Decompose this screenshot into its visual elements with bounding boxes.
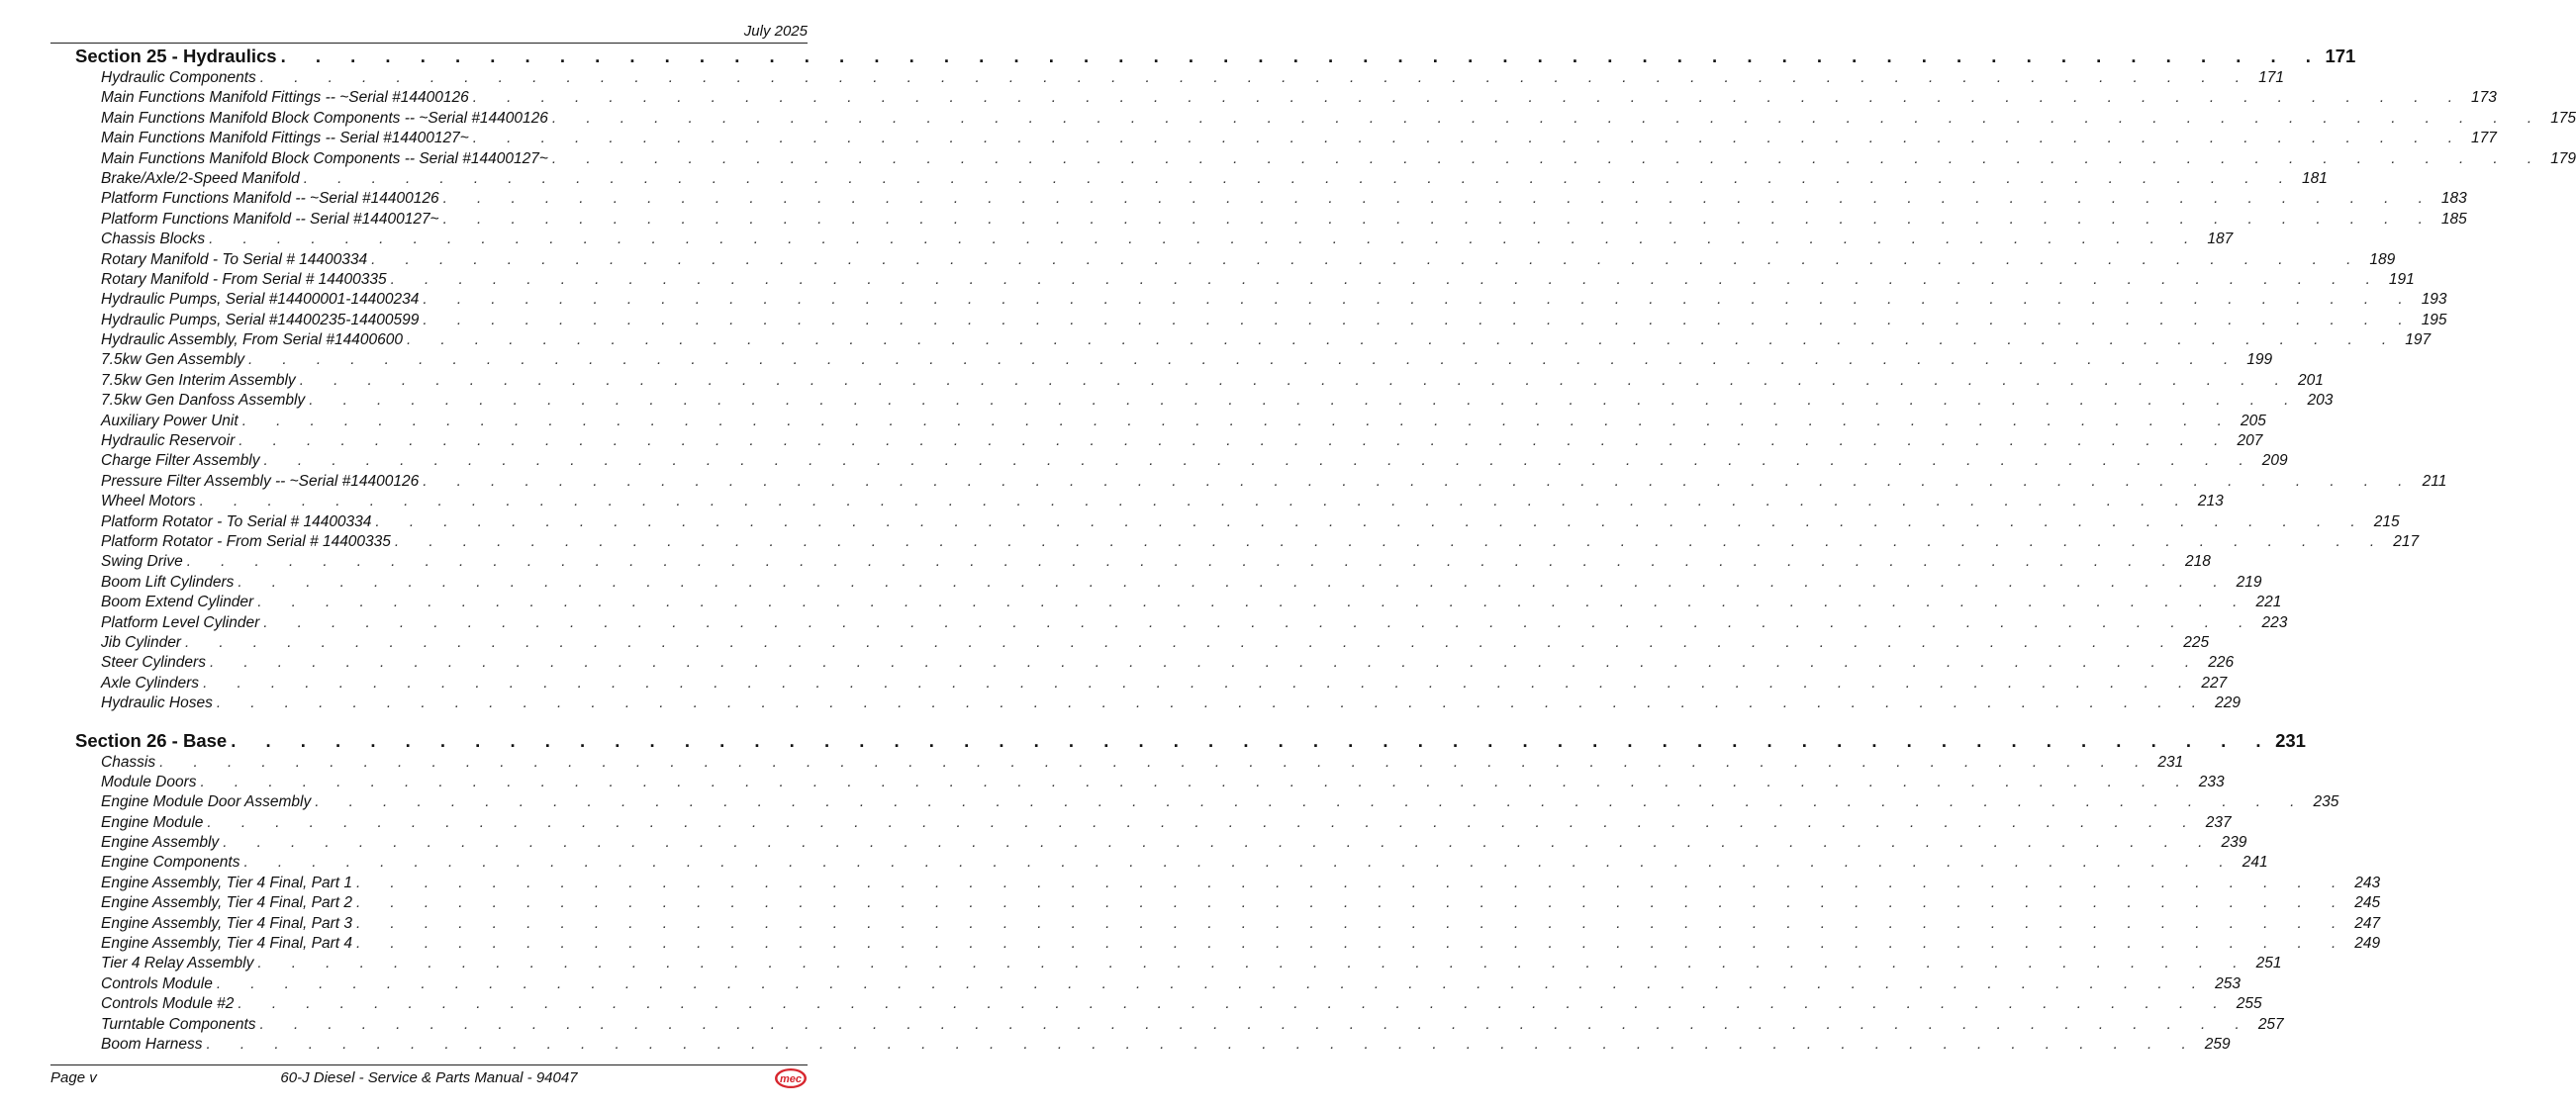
section-title: Section 26 - Base — [75, 729, 228, 751]
dot-leader: . . . . . . . . . . . . . . . . . . . . . . . . . . . . . . . . . . . . . . . . . . . . . . . . . . . . . . . . . . . — [356, 894, 2349, 912]
entry-title: Brake/Axle/2-Speed Manifold — [101, 169, 300, 187]
dot-leader: . . . . . . . . . . . . . . . . . . . . . . . . . . . . . . . . . . . . . . . . . . . . . . . . . . . . . . . . . . . — [186, 553, 2179, 571]
entry-title: Hydraulic Pumps, Serial #14400001-14400234 — [101, 291, 420, 309]
entry-page-number: 225 — [2183, 633, 2210, 651]
entry-title: Pressure Filter Assembly -- ~Serial #14400126 — [101, 472, 420, 490]
entry-page-number: 218 — [2184, 553, 2211, 571]
dot-leader: . . . . . . . . . . . . . . . . . . . . . . . . . . . . . . . . . . . . . . . . . . . . . . . . . . . . . . . . . . . — [375, 512, 2368, 530]
entry-title: 7.5kw Gen Interim Assembly — [101, 371, 296, 389]
dot-leader: . . . . . . . . . . . . . . . . . . . . . . . . . . . . . . . . . . . . . . . . . . . . . . . . . . . . . . . . . . . — [238, 573, 2231, 591]
toc-entry[interactable] — [75, 753, 2184, 774]
dot-leader: . . . . . . . . . . . . . . . . . . . . . . . . . . . . . . . . . . . . . . . . . . . . . . . . . . . . . . . . . . . — [423, 311, 2416, 328]
toc-entry[interactable] — [75, 674, 2228, 694]
entry-title: Module Doors — [101, 773, 197, 790]
entry-page-number: 185 — [2440, 210, 2467, 228]
entry-page-number: 235 — [2313, 793, 2339, 811]
toc-entry[interactable] — [75, 1015, 2284, 1036]
entry-page-number: 195 — [2421, 311, 2447, 328]
entry-page-number: 187 — [2207, 231, 2234, 248]
dot-leader: . . . . . . . . . . . . . . . . . . . . . . . . . . . . . . . . . . . . . . . . . . . . . . . . . . . . . . . . . . . — [303, 169, 2296, 187]
entry-page-number: 223 — [2261, 613, 2288, 631]
toc-entry[interactable] — [75, 532, 2420, 553]
entry-page-number: 213 — [2197, 493, 2224, 510]
dot-leader: . . . . . . . . . . . . . . . . . . . . . . . . . . . . . . . . . . . . . . . . . . . . . . . . . . . . . . . . . . . — [203, 674, 2196, 692]
mec-logo-icon — [774, 1067, 808, 1089]
entry-page-number: 215 — [2373, 512, 2400, 530]
toc-entry[interactable] — [75, 694, 2242, 714]
toc-entry[interactable] — [75, 149, 2576, 170]
dot-leader: . . . . . . . . . . . . . . . . . . . . . . . . . . . . . . . . . . . . . . . . . . . . . . . . . . . . . . . . . . . — [390, 270, 2383, 288]
entry-title: Engine Assembly — [101, 834, 220, 852]
entry-title: Hydraulic Hoses — [101, 694, 213, 712]
entry-title: Hydraulic Reservoir — [101, 432, 236, 450]
entry-page-number: 229 — [2215, 694, 2242, 712]
entry-page-number: 227 — [2201, 674, 2228, 692]
dot-leader: . . . . . . . . . . . . . . . . . . . . . . . . . . . . . . . . . . . . . . . . . . . . . . . . . . . . . . . . . . . — [184, 633, 2178, 651]
toc-entry[interactable] — [75, 89, 2497, 109]
dot-leader: . . . . . . . . . . . . . . . . . . . . . . . . . . . . . . . . . . . . . . . . . . . . . . . . . . . . . . . . . . . — [207, 813, 2200, 831]
toc-entry[interactable] — [75, 270, 2415, 291]
dot-leader: . . . . . . . . . . . . . . . . . . . . . . . . . . . . . . . . . . . . . . . . . . . . . . . . . . . . . . . . . . . — [472, 89, 2465, 107]
entry-page-number: 171 — [2258, 69, 2284, 86]
entry-page-number: 259 — [2204, 1035, 2231, 1053]
toc-entry[interactable] — [75, 291, 2447, 311]
entry-title: Main Functions Manifold Block Components -- Serial #14400127~ — [101, 149, 548, 167]
dot-leader: . . . . . . . . . . . . . . . . . . . . . . . . . . . . . . . . . . . . . . . . . . . . . . . . . . . . . . . . . . . — [259, 1015, 2252, 1033]
toc-entry[interactable] — [75, 633, 2210, 654]
entry-title: Wheel Motors — [101, 493, 196, 510]
dot-leader: . . . . . . . . . . . . . . . . . . . . . . . . . . . . . . . . . . . . . . . . . . . . . . . . . . . . . . . . . . . — [243, 854, 2237, 872]
entry-title: Platform Rotator - From Serial # 14400335 — [101, 532, 391, 550]
toc-entry[interactable] — [75, 874, 2381, 894]
entry-page-number: 245 — [2354, 894, 2381, 912]
entry-title: Platform Functions Manifold -- Serial #14400127~ — [101, 210, 439, 228]
dot-leader: . . . . . . . . . . . . . . . . . . . . . . . . . . . . . . . . . . . . . . . . . . . . . . . . . . . . . . . . . . . — [442, 190, 2435, 208]
toc-entry[interactable] — [75, 773, 2225, 793]
dot-leader: . . . . . . . . . . . . . . . . . . . . . . . . . . . . . . . . . . . . . . . . . . . . . . . . . . . . . . . . . . . — [216, 974, 2210, 992]
toc-entry[interactable] — [75, 412, 2266, 432]
entry-title: Tier 4 Relay Assembly — [101, 955, 254, 972]
entry-page-number: 239 — [2221, 834, 2247, 852]
entry-page-number: 243 — [2354, 874, 2381, 891]
dot-leader: . . . . . . . . . . . . . . . . . . . . . . . . . . . . . . . . . . . . . . . . . . . . . . . . . . . . . . . . . . . — [309, 392, 2302, 410]
entry-title: Hydraulic Pumps, Serial #14400235-14400599 — [101, 311, 420, 328]
entry-title: Engine Assembly, Tier 4 Final, Part 2 — [101, 894, 352, 912]
dot-leader: . . . . . . . . . . . . . . . . . . . . . . . . . . . . . . . . . . . . . . . . . . . . . . . . . . . . . . . . . . . — [280, 46, 2324, 66]
entry-title: Auxiliary Power Unit — [101, 412, 239, 429]
dot-leader: . . . . . . . . . . . . . . . . . . . . . . . . . . . . . . . . . . . . . . . . . . . . . . . . . . . . . . . . . . . — [259, 69, 2252, 86]
toc-entry[interactable] — [75, 392, 2334, 412]
entry-title: Rotary Manifold - To Serial # 14400334 — [101, 250, 368, 268]
toc-entry[interactable] — [75, 894, 2381, 914]
footer-document-title: 60-J Diesel - Service & Parts Manual - 94047 — [280, 1069, 578, 1086]
entry-page-number: 201 — [2297, 371, 2324, 389]
table-of-contents — [75, 46, 2576, 1056]
toc-entry[interactable] — [75, 793, 2339, 813]
dot-leader: . . . . . . . . . . . . . . . . . . . . . . . . . . . . . . . . . . . . . . . . . . . . . . . . . . . . . . . . . . . — [159, 753, 2152, 771]
entry-title: Engine Assembly, Tier 4 Final, Part 1 — [101, 874, 352, 891]
toc-entry[interactable] — [75, 452, 2288, 472]
entry-title: Chassis — [101, 753, 156, 771]
entry-title: Platform Functions Manifold -- ~Serial #14400126 — [101, 190, 439, 208]
toc-entry[interactable] — [75, 250, 2396, 271]
section-title: Section 25 - Hydraulics — [75, 46, 277, 66]
entry-title: 7.5kw Gen Assembly — [101, 351, 245, 369]
entry-page-number: 175 — [2550, 109, 2576, 127]
entry-page-number: 179 — [2550, 149, 2576, 167]
entry-page-number: 189 — [2369, 250, 2396, 268]
entry-title: 7.5kw Gen Danfoss Assembly — [101, 392, 306, 410]
toc-entry[interactable] — [75, 854, 2268, 874]
entry-page-number: 177 — [2471, 130, 2497, 147]
entry-title: Boom Lift Cylinders — [101, 573, 235, 591]
toc-entry[interactable] — [75, 432, 2263, 452]
entry-title: Main Functions Manifold Fittings -- Serial #14400127~ — [101, 130, 469, 147]
toc-entry[interactable] — [75, 613, 2288, 634]
toc-entry[interactable] — [75, 512, 2400, 533]
entry-title: Controls Module #2 — [101, 995, 235, 1013]
entry-title: Jib Cylinder — [101, 633, 181, 651]
entry-page-number: 203 — [2307, 392, 2334, 410]
entry-page-number: 207 — [2237, 432, 2263, 450]
toc-entry[interactable] — [75, 311, 2447, 331]
entry-title: Main Functions Manifold Fittings -- ~Serial #14400126 — [101, 89, 469, 107]
dot-leader: . . . . . . . . . . . . . . . . . . . . . . . . . . . . . . . . . . . . . . . . . . . . . . . . . . . . . . . . . . . — [394, 532, 2388, 550]
toc-entry[interactable] — [75, 553, 2211, 573]
toc-entry[interactable] — [75, 955, 2282, 974]
section-heading[interactable] — [75, 729, 2306, 754]
footer-page-number: Page v — [50, 1069, 97, 1086]
entry-title: Boom Extend Cylinder — [101, 594, 254, 611]
entry-title: Charge Filter Assembly — [101, 452, 260, 470]
entry-title: Hydraulic Components — [101, 69, 256, 86]
entry-page-number: 231 — [2157, 753, 2184, 771]
entry-title: Engine Module — [101, 813, 204, 831]
entry-page-number: 241 — [2242, 854, 2268, 872]
entry-page-number: 209 — [2261, 452, 2288, 470]
dot-leader: . . . . . . . . . . . . . . . . . . . . . . . . . . . . . . . . . . . . . . . . . . . . . . . . . . . . . . . . . . . — [223, 834, 2216, 852]
entry-title: Rotary Manifold - From Serial # 14400335 — [101, 270, 387, 288]
toc-entry[interactable] — [75, 594, 2282, 613]
dot-leader: . . . . . . . . . . . . . . . . . . . . . . . . . . . . . . . . . . . . . . . . . . . . . . . . . . . . . . . . . . . — [216, 694, 2210, 712]
entry-page-number: 237 — [2205, 813, 2232, 831]
dot-leader: . . . . . . . . . . . . . . . . . . . . . . . . . . . . . . . . . . . . . . . . . . . . . . . . . . . . . . . . . . . — [200, 773, 2193, 790]
dot-leader: . . . . . . . . . . . . . . . . . . . . . . . . . . . . . . . . . . . . . . . . . . . . . . . . . . . . . . . . . . . — [423, 291, 2416, 309]
toc-entry[interactable] — [75, 472, 2447, 493]
entry-page-number: 193 — [2421, 291, 2447, 309]
toc-entry[interactable] — [75, 169, 2328, 190]
toc-entry[interactable] — [75, 351, 2273, 371]
entry-page-number: 253 — [2215, 974, 2242, 992]
entry-page-number: 181 — [2302, 169, 2328, 187]
dot-leader: . . . . . . . . . . . . . . . . . . . . . . . . . . . . . . . . . . . . . . . . . . . . . . . . . . . . . . . . . . . — [257, 955, 2250, 972]
entry-title: Main Functions Manifold Block Components -- ~Serial #14400126 — [101, 109, 548, 127]
svg-text:mec: mec — [779, 1073, 803, 1085]
entry-page-number: 226 — [2208, 654, 2235, 672]
dot-leader: . . . . . . . . . . . . . . . . . . . . . . . . . . . . . . . . . . . . . . . . . . . . . . . . . . . . . . . . . . . — [263, 613, 2256, 631]
dot-leader: . . . . . . . . . . . . . . . . . . . . . . . . . . . . . . . . . . . . . . . . . . . . . . . . . . . . . . . . . . . — [315, 793, 2308, 811]
entry-page-number: 197 — [2405, 331, 2432, 349]
dot-leader: . . . . . . . . . . . . . . . . . . . . . . . . . . . . . . . . . . . . . . . . . . . . . . . . . . . . . . . . . . . — [231, 729, 2274, 751]
toc-section — [75, 729, 2381, 1057]
toc-entry[interactable] — [75, 974, 2242, 995]
dot-leader: . . . . . . . . . . . . . . . . . . . . . . . . . . . . . . . . . . . . . . . . . . . . . . . . . . . . . . . . . . . — [442, 210, 2435, 228]
entry-title: Swing Drive — [101, 553, 183, 571]
dot-leader: . . . . . . . . . . . . . . . . . . . . . . . . . . . . . . . . . . . . . . . . . . . . . . . . . . . . . . . . . . . — [209, 231, 2202, 248]
dot-leader: . . . . . . . . . . . . . . . . . . . . . . . . . . . . . . . . . . . . . . . . . . . . . . . . . . . . . . . . . . . — [238, 995, 2231, 1013]
toc-section — [75, 46, 2576, 715]
dot-leader: . . . . . . . . . . . . . . . . . . . . . . . . . . . . . . . . . . . . . . . . . . . . . . . . . . . . . . . . . . . — [356, 874, 2349, 891]
entry-title: Engine Components — [101, 854, 240, 872]
toc-entry[interactable] — [75, 331, 2432, 351]
toc-entry[interactable] — [75, 190, 2467, 210]
toc-entry[interactable] — [75, 813, 2232, 834]
toc-entry[interactable] — [75, 935, 2381, 955]
section-page-number: 231 — [2275, 729, 2306, 751]
entry-title: Platform Rotator - To Serial # 14400334 — [101, 512, 372, 530]
entry-page-number: 211 — [2422, 472, 2447, 490]
toc-entry[interactable] — [75, 573, 2262, 594]
dot-leader: . . . . . . . . . . . . . . . . . . . . . . . . . . . . . . . . . . . . . . . . . . . . . . . . . . . . . . . . . . . — [423, 472, 2416, 490]
toc-entry[interactable] — [75, 130, 2497, 149]
entry-title: Controls Module — [101, 974, 213, 992]
dot-leader: . . . . . . . . . . . . . . . . . . . . . . . . . . . . . . . . . . . . . . . . . . . . . . . . . . . . . . . . . . . — [356, 935, 2349, 953]
toc-entry[interactable] — [75, 493, 2224, 512]
toc-entry[interactable] — [75, 210, 2467, 231]
entry-title: Platform Level Cylinder — [101, 613, 260, 631]
entry-page-number: 249 — [2354, 935, 2381, 953]
toc-entry[interactable] — [75, 371, 2324, 392]
entry-page-number: 221 — [2255, 594, 2282, 611]
dot-leader: . . . . . . . . . . . . . . . . . . . . . . . . . . . . . . . . . . . . . . . . . . . . . . . . . . . . . . . . . . . — [199, 493, 2192, 510]
entry-title: Engine Assembly, Tier 4 Final, Part 3 — [101, 914, 352, 932]
dot-leader: . . . . . . . . . . . . . . . . . . . . . . . . . . . . . . . . . . . . . . . . . . . . . . . . . . . . . . . . . . . — [299, 371, 2292, 389]
entry-title: Steer Cylinders — [101, 654, 206, 672]
dot-leader: . . . . . . . . . . . . . . . . . . . . . . . . . . . . . . . . . . . . . . . . . . . . . . . . . . . . . . . . . . . — [257, 594, 2250, 611]
dot-leader: . . . . . . . . . . . . . . . . . . . . . . . . . . . . . . . . . . . . . . . . . . . . . . . . . . . . . . . . . . . — [356, 914, 2349, 932]
entry-title: Engine Module Door Assembly — [101, 793, 312, 811]
toc-entry[interactable] — [75, 231, 2234, 250]
dot-leader: . . . . . . . . . . . . . . . . . . . . . . . . . . . . . . . . . . . . . . . . . . . . . . . . . . . . . . . . . . . — [472, 130, 2465, 147]
entry-page-number: 219 — [2236, 573, 2262, 591]
dot-leader: . . . . . . . . . . . . . . . . . . . . . . . . . . . . . . . . . . . . . . . . . . . . . . . . . . . . . . . . . . . — [239, 432, 2232, 450]
entry-title: Hydraulic Assembly, From Serial #14400600 — [101, 331, 403, 349]
entry-title: Turntable Components — [101, 1015, 256, 1033]
dot-leader: . . . . . . . . . . . . . . . . . . . . . . . . . . . . . . . . . . . . . . . . . . . . . . . . . . . . . . . . . . . — [551, 109, 2545, 127]
toc-entry[interactable] — [75, 69, 2284, 89]
entry-page-number: 233 — [2198, 773, 2225, 790]
header-date: July 2025 — [743, 23, 808, 40]
entry-page-number: 191 — [2388, 270, 2415, 288]
entry-page-number: 199 — [2246, 351, 2273, 369]
section-page-number: 171 — [2325, 46, 2356, 66]
entry-title: Engine Assembly, Tier 4 Final, Part 4 — [101, 935, 352, 953]
dot-leader: . . . . . . . . . . . . . . . . . . . . . . . . . . . . . . . . . . . . . . . . . . . . . . . . . . . . . . . . . . . — [206, 1035, 2199, 1053]
entry-page-number: 247 — [2354, 914, 2381, 932]
section-heading[interactable] — [75, 46, 2356, 69]
toc-entry[interactable] — [75, 914, 2381, 935]
entry-page-number: 173 — [2471, 89, 2497, 107]
entry-page-number: 217 — [2393, 532, 2420, 550]
dot-leader: . . . . . . . . . . . . . . . . . . . . . . . . . . . . . . . . . . . . . . . . . . . . . . . . . . . . . . . . . . . — [406, 331, 2400, 349]
toc-entry[interactable] — [75, 1035, 2231, 1056]
dot-leader: . . . . . . . . . . . . . . . . . . . . . . . . . . . . . . . . . . . . . . . . . . . . . . . . . . . . . . . . . . . — [209, 654, 2203, 672]
entry-page-number: 205 — [2240, 412, 2266, 429]
entry-page-number: 251 — [2255, 955, 2282, 972]
entry-page-number: 255 — [2236, 995, 2262, 1013]
toc-entry[interactable] — [75, 834, 2247, 854]
toc-entry[interactable] — [75, 654, 2235, 674]
toc-entry[interactable] — [75, 109, 2576, 130]
dot-leader: . . . . . . . . . . . . . . . . . . . . . . . . . . . . . . . . . . . . . . . . . . . . . . . . . . . . . . . . . . . — [263, 452, 2256, 470]
header-rule — [50, 43, 808, 44]
toc-entry[interactable] — [75, 995, 2262, 1015]
footer — [50, 1069, 808, 1091]
entry-page-number: 183 — [2440, 190, 2467, 208]
dot-leader: . . . . . . . . . . . . . . . . . . . . . . . . . . . . . . . . . . . . . . . . . . . . . . . . . . . . . . . . . . . — [371, 250, 2364, 268]
entry-title: Chassis Blocks — [101, 231, 206, 248]
entry-title: Boom Harness — [101, 1035, 203, 1053]
footer-rule — [50, 1064, 808, 1065]
entry-title: Axle Cylinders — [101, 674, 200, 692]
dot-leader: . . . . . . . . . . . . . . . . . . . . . . . . . . . . . . . . . . . . . . . . . . . . . . . . . . . . . . . . . . . — [551, 149, 2545, 167]
entry-page-number: 257 — [2257, 1015, 2284, 1033]
dot-leader: . . . . . . . . . . . . . . . . . . . . . . . . . . . . . . . . . . . . . . . . . . . . . . . . . . . . . . . . . . . — [241, 412, 2235, 429]
dot-leader: . . . . . . . . . . . . . . . . . . . . . . . . . . . . . . . . . . . . . . . . . . . . . . . . . . . . . . . . . . . — [248, 351, 2242, 369]
